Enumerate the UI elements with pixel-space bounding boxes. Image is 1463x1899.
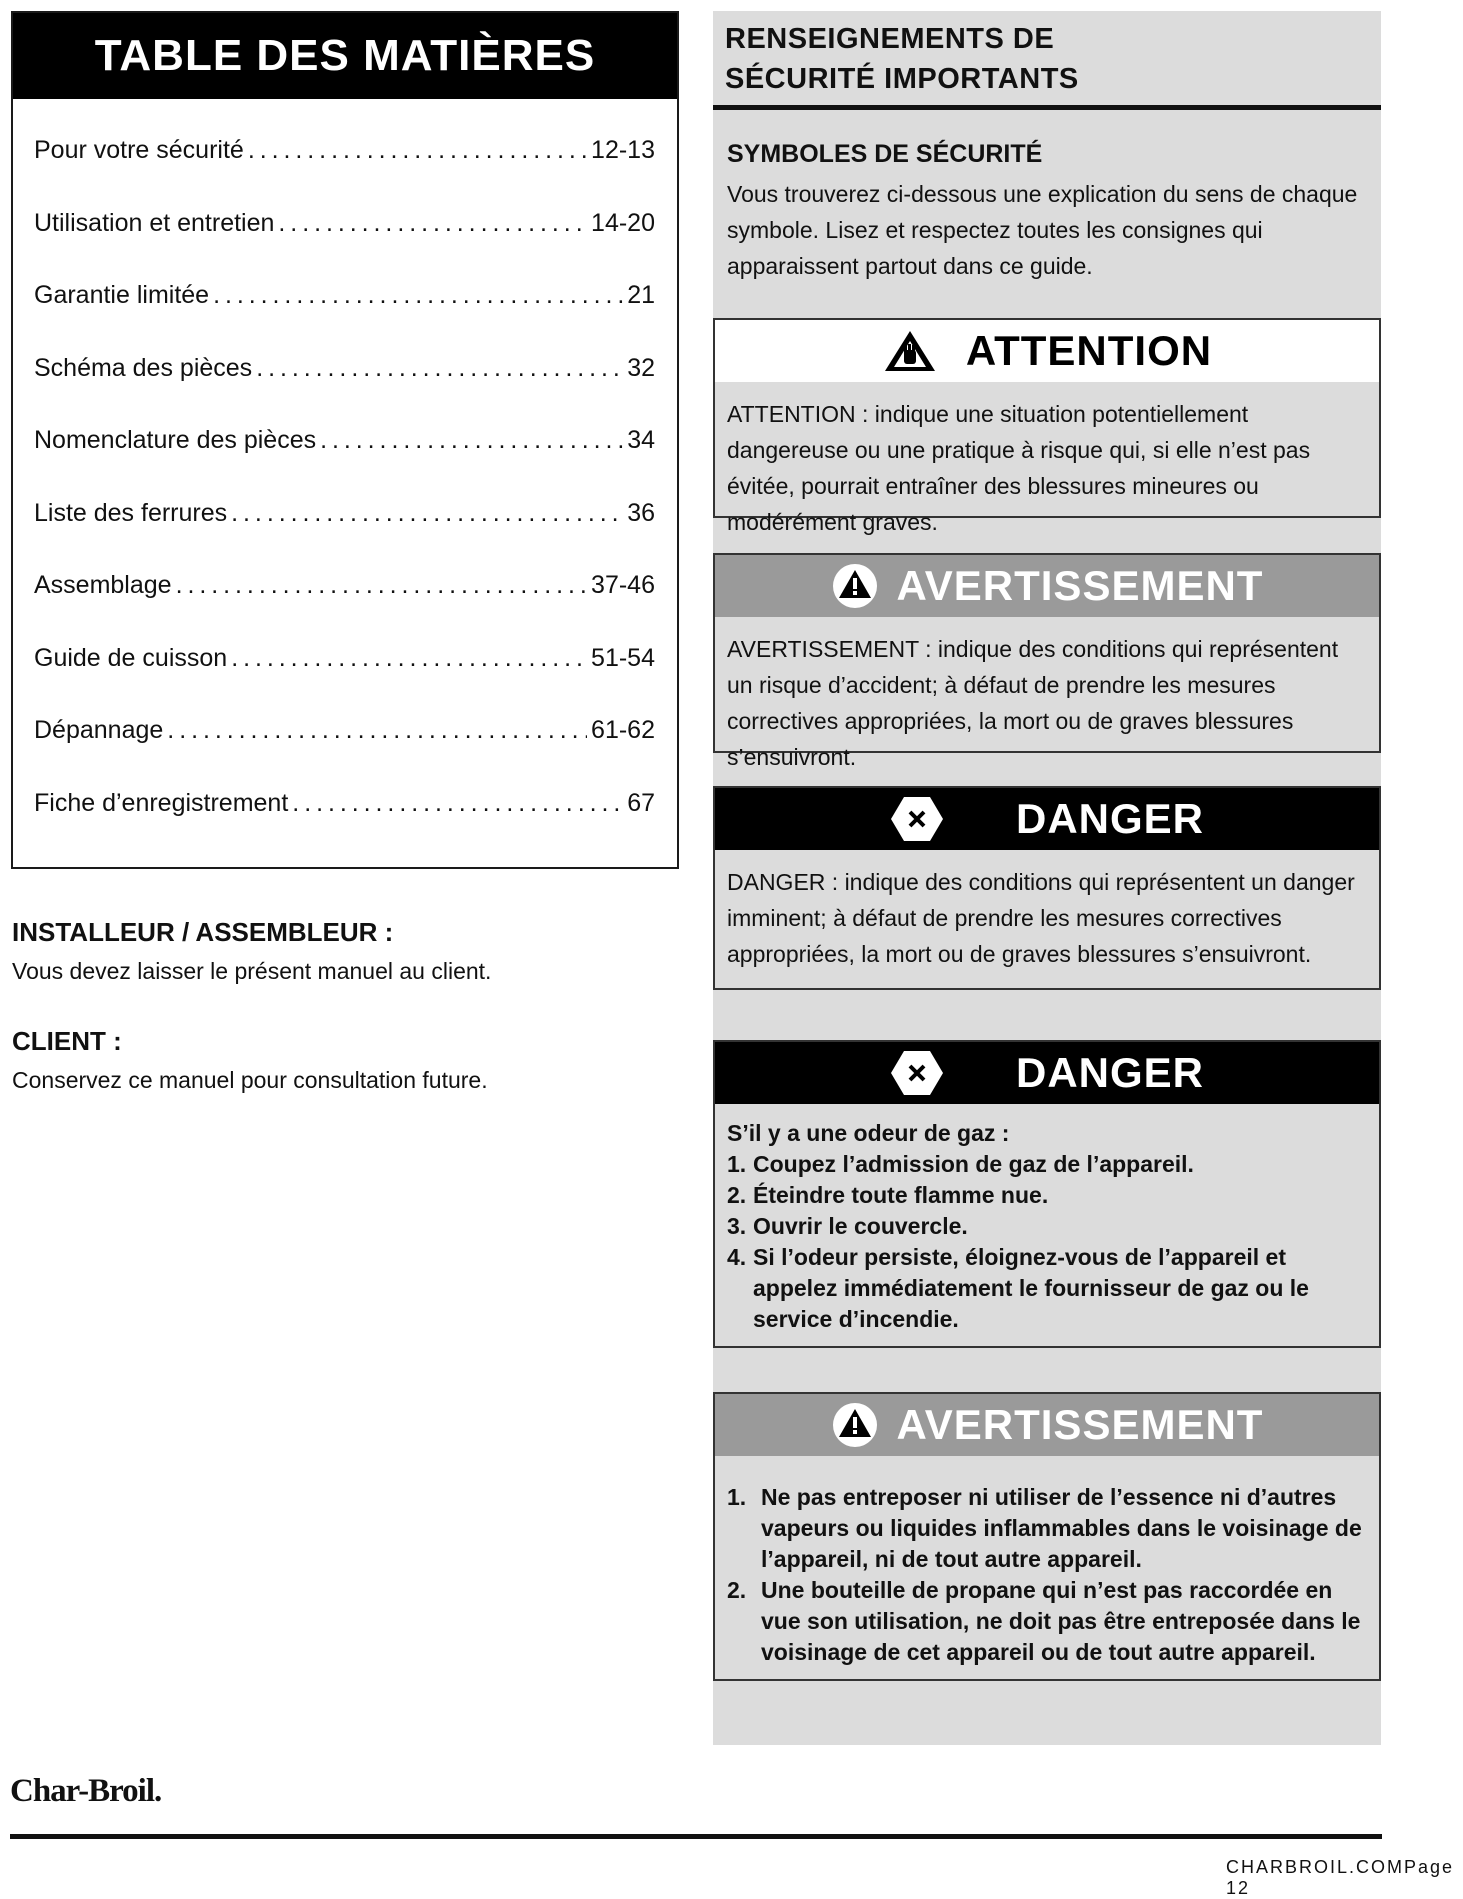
list-number: 3. — [727, 1213, 747, 1239]
list-number: 1. — [727, 1151, 747, 1177]
toc-item[interactable] — [34, 114, 655, 187]
toc-leader-dots — [256, 332, 623, 405]
list-item — [727, 1180, 1365, 1211]
attention-title: ATTENTION — [965, 327, 1213, 374]
toc-leader-dots — [231, 622, 587, 695]
list-text: Si l’odeur persiste, éloignez-vous de l’appareil et appelez immédiatement le fournisseur de gaz ou le service d’incendie. — [753, 1244, 1309, 1332]
list-number: 2. — [727, 1182, 747, 1208]
char-broil-logo: Char-Broil. — [10, 1773, 162, 1809]
toc-item-page: 34 — [627, 426, 655, 454]
list-item — [727, 1482, 1365, 1575]
storage-instructions — [715, 1456, 1379, 1678]
toc-leader-dots — [292, 767, 623, 840]
avertissement-text: AVERTISSEMENT : indique des conditions qui représentent un risque d’accident; à défaut de prendre les mesures correctives appropriées, la mort ou de graves blessures s’ensuivront. — [727, 636, 1339, 770]
caution-hand-icon — [882, 328, 938, 374]
footer-site-page: CHARBROIL.COMPage 12 — [1226, 1857, 1455, 1898]
list-text: Coupez l’admission de gaz de l’appareil. — [753, 1151, 1194, 1177]
avertissement-storage-title: AVERTISSEMENT — [896, 1401, 1264, 1448]
toc-item-page: 36 — [627, 498, 655, 527]
client-heading: CLIENT : — [12, 1026, 122, 1056]
toc-item-page: 37-46 — [591, 571, 655, 599]
attention-box — [713, 318, 1381, 535]
toc-item-label: Schéma des pièces — [34, 353, 253, 382]
list-item — [727, 1211, 1365, 1242]
safety-title — [713, 11, 1381, 110]
toc-item[interactable] — [34, 767, 655, 840]
danger-title: DANGER — [1015, 795, 1204, 842]
list-number: 1. — [727, 1484, 747, 1510]
toc-item-label: Utilisation et entretien — [34, 208, 275, 237]
safety-title-line2: SÉCURITÉ IMPORTANTS — [725, 63, 1079, 95]
list-number: 2. — [727, 1577, 747, 1603]
toc-item-label: Pour votre sécurité — [34, 136, 244, 164]
attention-text: ATTENTION : indique une situation potentiellement dangereuse ou une pratique à risque qui, si elle n’est pas évitée, pourrait entraîner des blessures mineures ou modérément graves. — [727, 401, 1311, 535]
danger-gas-box — [713, 1040, 1381, 1348]
toc-item-label: Guide de cuisson — [34, 643, 228, 672]
list-item — [727, 1242, 1365, 1335]
toc-leader-dots — [231, 477, 623, 550]
list-text: Ne pas entreposer ni utiliser de l’essence ni d’autres vapeurs ou liquides inflammables dans le voisinage de l’appareil, ni de tout autre appareil. — [761, 1484, 1362, 1572]
danger-gas-header — [715, 1042, 1379, 1104]
list-text: Ouvrir le couvercle. — [753, 1213, 968, 1239]
attention-header — [715, 320, 1379, 382]
safety-title-line1: RENSEIGNEMENTS DE — [725, 23, 1055, 55]
toc-item[interactable] — [34, 549, 655, 622]
gas-instructions — [715, 1104, 1379, 1345]
toc-item[interactable] — [34, 622, 655, 695]
client-text: Conservez ce manuel pour consultation future. — [12, 1067, 488, 1093]
toc-leader-dots — [213, 259, 623, 332]
toc-list — [13, 114, 677, 839]
toc-item-label: Garantie limitée — [34, 281, 210, 309]
symbols-heading: SYMBOLES DE SÉCURITÉ — [727, 140, 1043, 168]
toc-item-page: 61-62 — [591, 716, 655, 744]
footer-divider — [10, 1834, 1382, 1839]
avertissement-title: AVERTISSEMENT — [896, 562, 1264, 609]
danger-hexagon-icon — [890, 795, 944, 843]
toc-item[interactable] — [34, 477, 655, 550]
warning-triangle-icon — [831, 1402, 879, 1448]
toc-item[interactable] — [34, 694, 655, 767]
danger-text: DANGER : indique des conditions qui représentent un danger imminent; à défaut de prendre les mesures correctives appropriées, la mort ou de graves blessures s’ensuivront. — [727, 869, 1355, 967]
toc-item-label: Dépannage — [34, 716, 164, 744]
avertissement-header — [715, 555, 1379, 617]
list-number: 4. — [727, 1244, 747, 1270]
toc-leader-dots — [176, 549, 587, 622]
list-item — [727, 1575, 1365, 1668]
toc-item-label: Assemblage — [34, 571, 172, 599]
avertissement-box — [713, 553, 1381, 770]
toc-item-page: 14-20 — [591, 208, 655, 237]
toc-item-page: 12-13 — [591, 136, 655, 164]
toc-leader-dots — [320, 404, 623, 477]
toc-item-label: Liste des ferrures — [34, 498, 228, 527]
table-of-contents — [11, 11, 679, 869]
list-text: Éteindre toute flamme nue. — [753, 1182, 1049, 1208]
toc-leader-dots — [278, 187, 587, 260]
avertissement-storage-header — [715, 1394, 1379, 1456]
toc-item-label: Nomenclature des pièces — [34, 426, 317, 454]
toc-item[interactable] — [34, 259, 655, 332]
avertissement-storage-box — [713, 1392, 1381, 1681]
toc-item-page: 32 — [627, 353, 655, 382]
symbols-text: Vous trouverez ci-dessous une explication du sens de chaque symbole. Lisez et respectez toutes les consignes qui apparaissent partout dans ce guide. — [727, 181, 1358, 279]
toc-item-page: 67 — [627, 788, 655, 817]
gas-intro: S’il y a une odeur de gaz : — [727, 1120, 1010, 1146]
warning-triangle-icon — [831, 563, 879, 609]
toc-item[interactable] — [34, 404, 655, 477]
toc-item[interactable] — [34, 332, 655, 405]
toc-item[interactable] — [34, 187, 655, 260]
installer-heading: INSTALLEUR / ASSEMBLEUR : — [12, 917, 394, 947]
danger-gas-title: DANGER — [1015, 1049, 1204, 1096]
toc-item-label: Fiche d’enregistrement — [34, 788, 289, 817]
toc-item-page: 51-54 — [591, 643, 655, 672]
installer-text: Vous devez laisser le présent manuel au client. — [12, 958, 492, 984]
toc-title: TABLE DES MATIÈRES — [13, 13, 677, 99]
list-text: Une bouteille de propane qui n’est pas raccordée en vue son utilisation, ne doit pas être entreposée dans le voisinage de cet appareil ou de tout autre appareil. — [761, 1577, 1361, 1665]
toc-item-page: 21 — [627, 281, 655, 309]
danger-box — [713, 786, 1381, 990]
toc-leader-dots — [248, 114, 587, 187]
toc-leader-dots — [167, 694, 587, 767]
danger-hexagon-icon — [890, 1049, 944, 1097]
list-item — [727, 1149, 1365, 1180]
danger-header — [715, 788, 1379, 850]
